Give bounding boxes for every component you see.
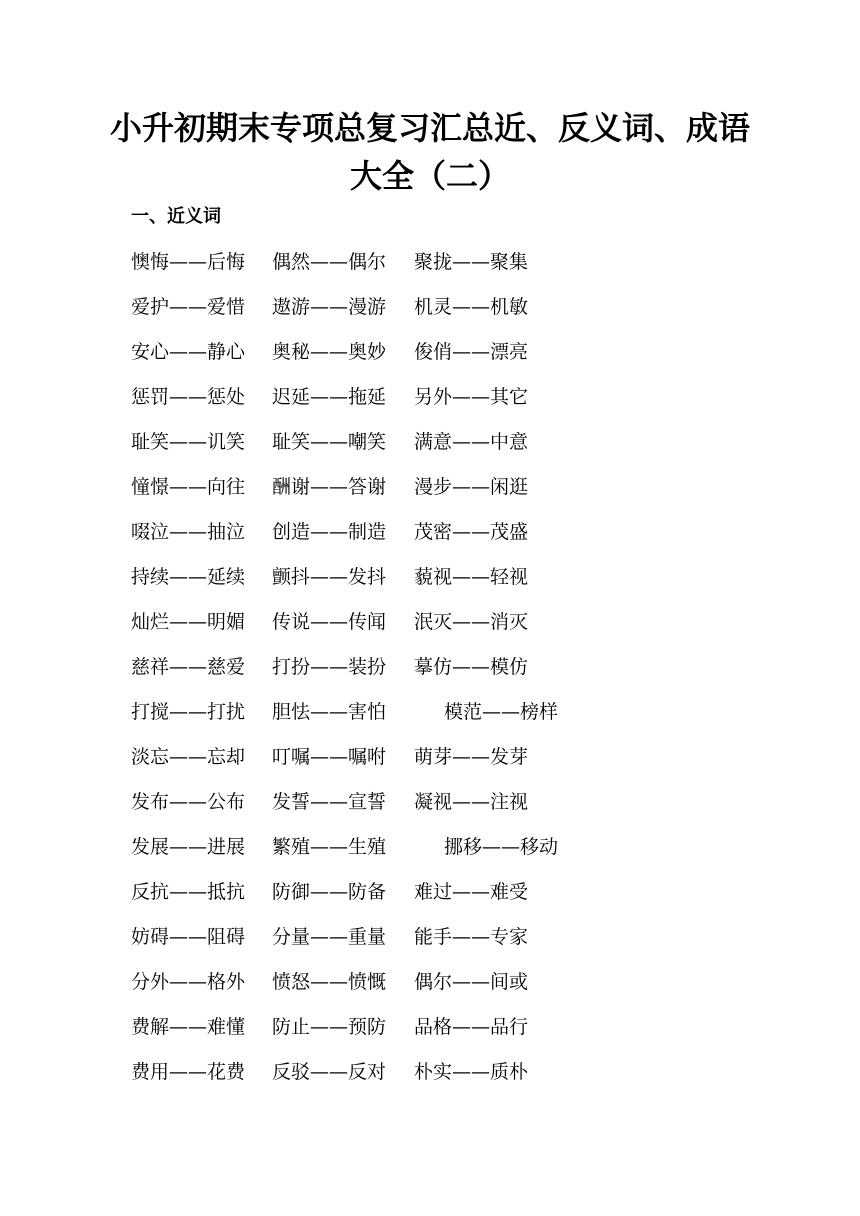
synonym-pair: 另外——其它: [414, 386, 529, 408]
synonym-pair: 打搅——打扰: [131, 701, 246, 723]
synonym-row: [131, 875, 771, 920]
synonym-pair: 迟延——拖延: [272, 386, 387, 408]
synonym-pair: 耻笑——嘲笑: [272, 431, 387, 453]
synonym-pair: 颤抖——发抖: [272, 566, 387, 588]
synonym-pair: 凝视——注视: [414, 791, 529, 813]
synonym-pair: 繁殖——生殖: [272, 836, 387, 858]
synonym-pair: 愤怒——愤慨: [272, 971, 387, 993]
synonym-pair: 胆怯——害怕: [272, 701, 387, 723]
synonym-row: [131, 245, 771, 290]
section-heading-synonyms: 一、近义词: [131, 206, 221, 227]
synonym-pair: 打扮——装扮: [272, 656, 387, 678]
synonym-pair: 费用——花费: [131, 1061, 246, 1083]
synonym-row: [131, 920, 771, 965]
synonym-pair: 懊悔——后悔: [131, 251, 246, 273]
synonym-row: [131, 695, 771, 740]
synonym-row: [131, 1010, 771, 1055]
synonym-list: [131, 245, 771, 1100]
synonym-row: [131, 470, 771, 515]
synonym-row: [131, 515, 771, 560]
synonym-pair: 分量——重量: [272, 926, 387, 948]
page-title: 小升初期末专项总复习汇总近、反义词、成语大全（二）: [109, 109, 750, 195]
synonym-row: [131, 335, 771, 380]
synonym-pair: 分外——格外: [131, 971, 246, 993]
synonym-pair: 机灵——机敏: [414, 296, 529, 318]
synonym-pair: 能手——专家: [414, 926, 529, 948]
synonym-pair: 茂密——茂盛: [414, 521, 529, 543]
synonym-pair: 藐视——轻视: [414, 566, 529, 588]
synonym-pair: 费解——难懂: [131, 1016, 246, 1038]
synonym-row: [131, 785, 771, 830]
synonym-pair: 慈祥——慈爱: [131, 656, 246, 678]
synonym-pair: 俊俏——漂亮: [414, 341, 529, 363]
synonym-pair: 安心——静心: [131, 341, 246, 363]
synonym-pair: 发布——公布: [131, 791, 246, 813]
synonym-pair: 灿烂——明媚: [131, 611, 246, 633]
synonym-row: [131, 605, 771, 650]
synonym-pair: 品格——品行: [414, 1016, 529, 1038]
synonym-row: [131, 1055, 771, 1100]
synonym-pair: 淡忘——忘却: [131, 746, 246, 768]
synonym-row: [131, 560, 771, 605]
synonym-pair: 持续——延续: [131, 566, 246, 588]
synonym-pair: 摹仿——模仿: [414, 656, 529, 678]
synonym-pair: 泯灭——消灭: [414, 611, 529, 633]
synonym-pair: 反抗——抵抗: [131, 881, 246, 903]
synonym-pair: 偶然——偶尔: [272, 251, 387, 273]
synonym-pair: 防御——防备: [272, 881, 387, 903]
synonym-pair: 啜泣——抽泣: [131, 521, 246, 543]
synonym-pair: 难过——难受: [414, 881, 529, 903]
synonym-pair: 反驳——反对: [272, 1061, 387, 1083]
synonym-pair: 萌芽——发芽: [414, 746, 529, 768]
synonym-pair: 耻笑——讥笑: [131, 431, 246, 453]
synonym-pair: 惩罚——惩处: [131, 386, 246, 408]
synonym-pair: 朴实——质朴: [414, 1061, 529, 1083]
synonym-pair: 漫步——闲逛: [414, 476, 529, 498]
synonym-pair: 奥秘——奥妙: [272, 341, 387, 363]
synonym-pair: 模范——榜样: [444, 701, 559, 723]
synonym-pair: 传说——传闻: [272, 611, 387, 633]
synonym-row: [131, 380, 771, 425]
synonym-row: [131, 740, 771, 785]
synonym-pair: 爱护——爱惜: [131, 296, 246, 318]
synonym-pair: 憧憬——向往: [131, 476, 246, 498]
synonym-pair: 挪移——移动: [444, 836, 559, 858]
synonym-row: [131, 425, 771, 470]
synonym-row: [131, 650, 771, 695]
synonym-row: [131, 830, 771, 875]
synonym-pair: 发誓——宣誓: [272, 791, 387, 813]
synonym-row: [131, 290, 771, 335]
synonym-pair: 聚拢——聚集: [414, 251, 529, 273]
synonym-pair: 酬谢——答谢: [272, 476, 387, 498]
synonym-pair: 叮嘱——嘱咐: [272, 746, 387, 768]
synonym-pair: 创造——制造: [272, 521, 387, 543]
synonym-pair: 发展——进展: [131, 836, 246, 858]
synonym-pair: 满意——中意: [414, 431, 529, 453]
synonym-pair: 偶尔——间或: [414, 971, 529, 993]
synonym-pair: 妨碍——阻碍: [131, 926, 246, 948]
synonym-pair: 遨游——漫游: [272, 296, 387, 318]
synonym-row: [131, 965, 771, 1010]
synonym-pair: 防止——预防: [272, 1016, 387, 1038]
